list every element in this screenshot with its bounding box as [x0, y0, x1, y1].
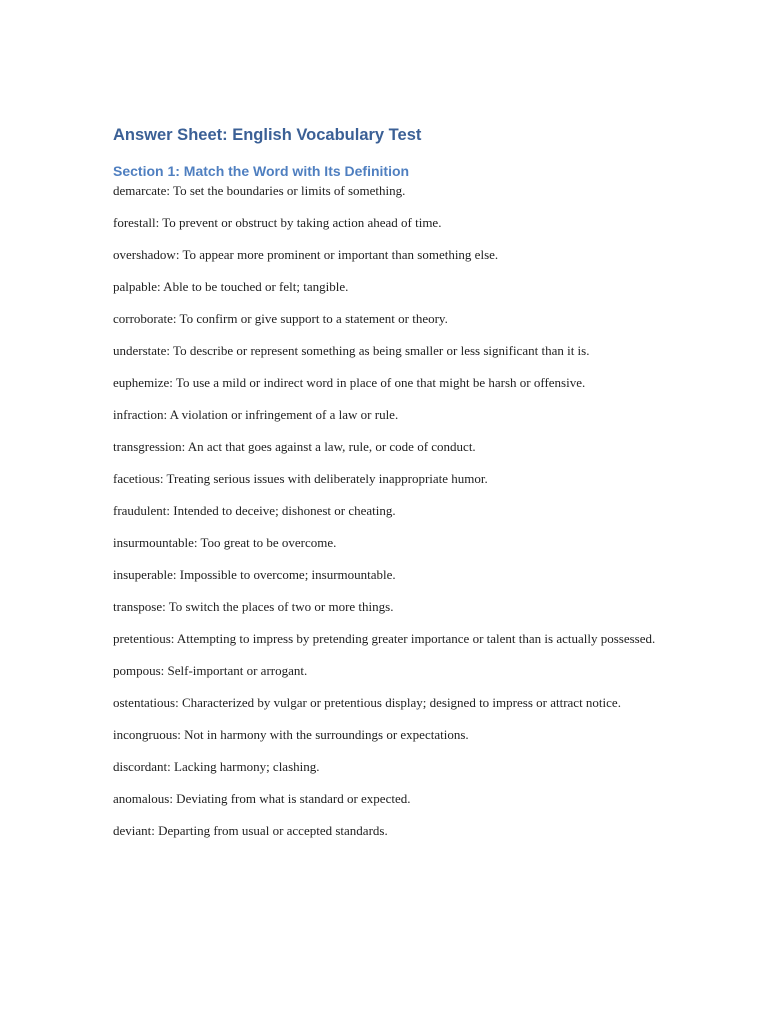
- document-page: [113, 124, 658, 853]
- definition-entry: fraudulent: Intended to deceive; dishonest or cheating.: [113, 503, 396, 518]
- definition-entry: pretentious: Attempting to impress by pretending greater importance or talent than is actually possessed.: [113, 631, 656, 646]
- definition-entry: pompous: Self-important or arrogant.: [113, 663, 308, 678]
- definition-entry: demarcate: To set the boundaries or limits of something.: [113, 183, 406, 198]
- definition-entry: facetious: Treating serious issues with deliberately inappropriate humor.: [113, 471, 488, 486]
- definition-entry: anomalous: Deviating from what is standard or expected.: [113, 791, 411, 806]
- definition-list: [113, 181, 658, 841]
- definition-entry: deviant: Departing from usual or accepted standards.: [113, 823, 388, 838]
- definition-entry: infraction: A violation or infringement of a law or rule.: [113, 407, 399, 422]
- definition-entry: understate: To describe or represent something as being smaller or less significant than it is.: [113, 343, 590, 358]
- definition-entry: overshadow: To appear more prominent or important than something else.: [113, 247, 499, 262]
- definition-entry: discordant: Lacking harmony; clashing.: [113, 759, 320, 774]
- document-title: Answer Sheet: English Vocabulary Test: [113, 126, 422, 144]
- definition-entry: corroborate: To confirm or give support to a statement or theory.: [113, 311, 448, 326]
- definition-entry: insuperable: Impossible to overcome; insurmountable.: [113, 567, 396, 582]
- definition-entry: transgression: An act that goes against a law, rule, or code of conduct.: [113, 439, 476, 454]
- section-1-heading: Section 1: Match the Word with Its Definition: [113, 163, 410, 179]
- definition-entry: transpose: To switch the places of two or more things.: [113, 599, 394, 614]
- definition-entry: incongruous: Not in harmony with the surroundings or expectations.: [113, 727, 469, 742]
- definition-entry: ostentatious: Characterized by vulgar or pretentious display; designed to impress or attract notice.: [113, 695, 621, 710]
- definition-entry: euphemize: To use a mild or indirect word in place of one that might be harsh or offensive.: [113, 375, 586, 390]
- definition-entry: palpable: Able to be touched or felt; tangible.: [113, 279, 349, 294]
- definition-entry: forestall: To prevent or obstruct by taking action ahead of time.: [113, 215, 442, 230]
- definition-entry: insurmountable: Too great to be overcome.: [113, 535, 337, 550]
